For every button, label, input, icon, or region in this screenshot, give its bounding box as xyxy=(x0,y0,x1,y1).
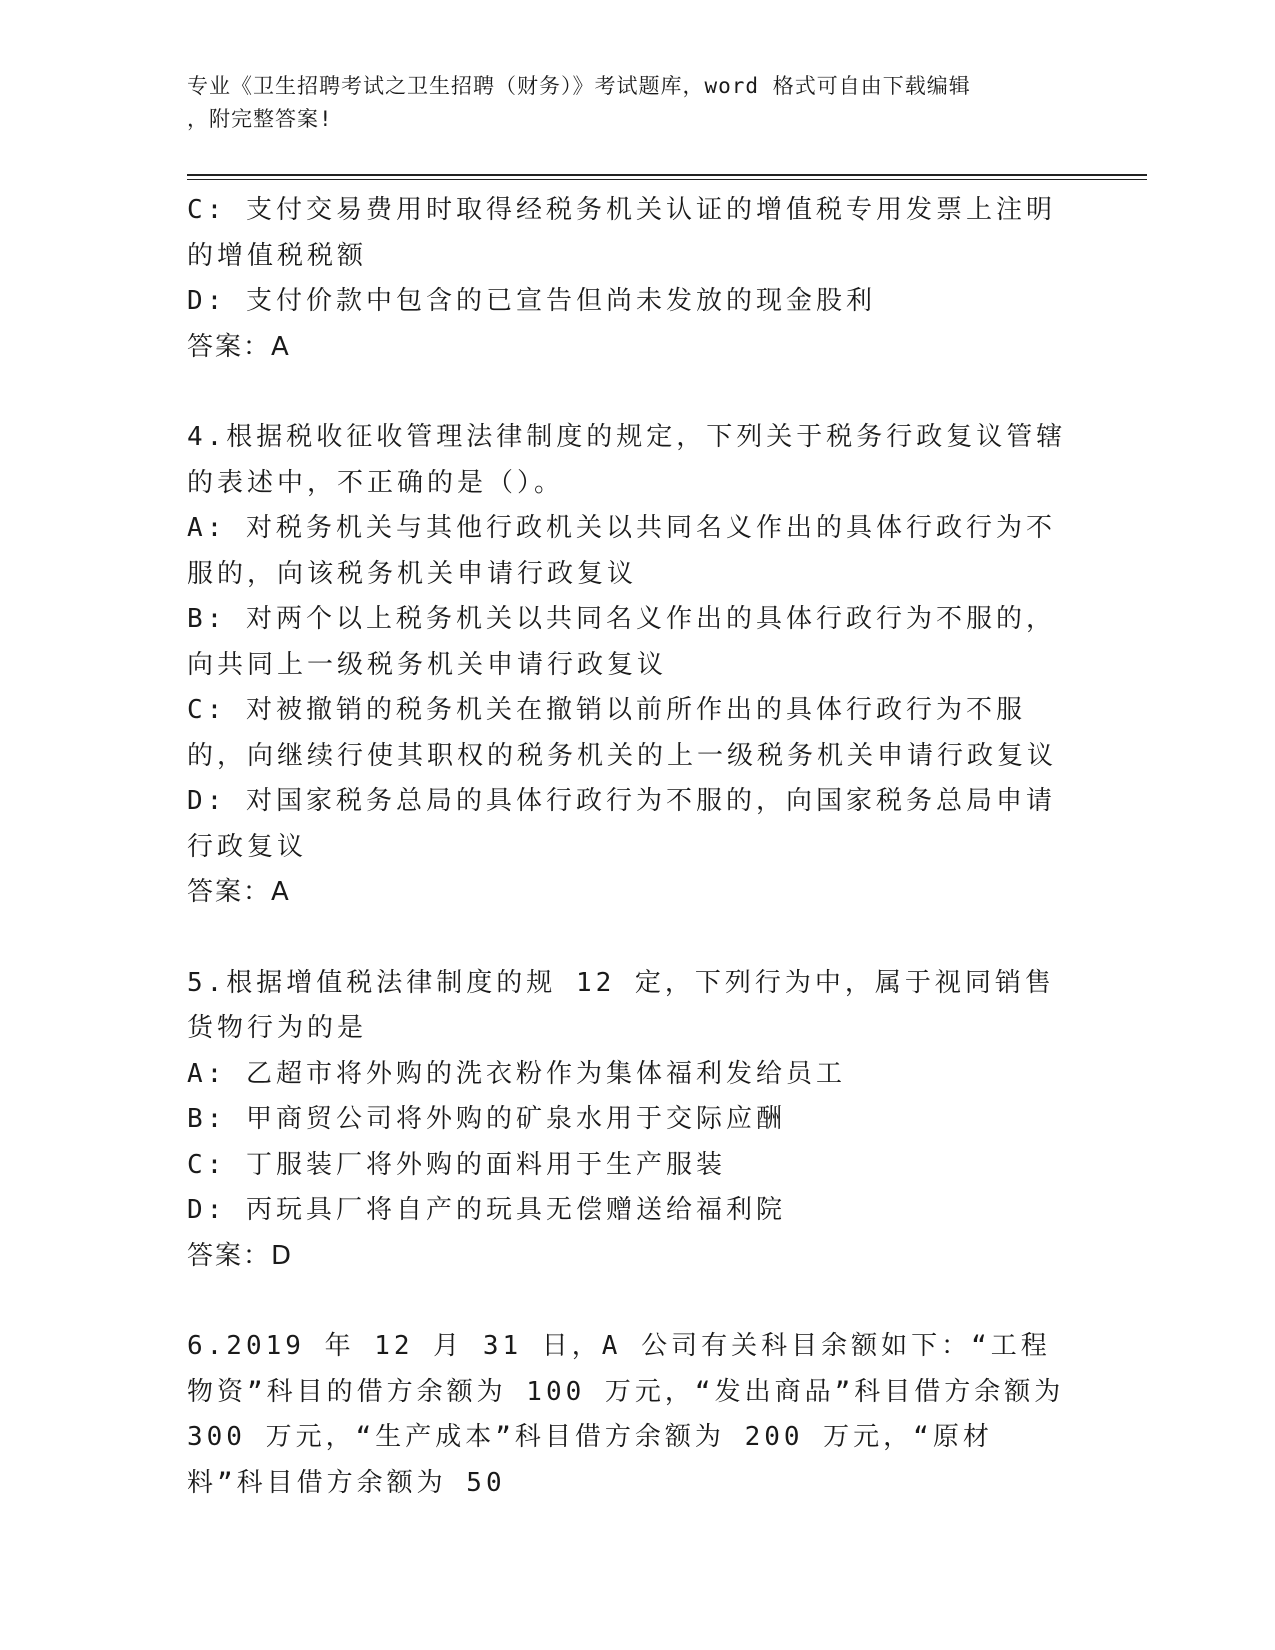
q6-stem: 6.2019 年 12 月 31 日，A 公司有关科目余额如下：“工程物资”科目的借方余额为 100 万元，“发出商品”科目借方余额为 300 万元，“生产成本”科目借方余额为 200 万元，“原材料”科目借方余额为 50 xyxy=(187,1331,1065,1498)
q4-option-d: D: 对国家税务总局的具体行政行为不服的，向国家税务总局申请行政复议 xyxy=(187,786,1056,862)
q4-answer: 答案：A xyxy=(187,877,291,907)
q5-option-d: D: 丙玩具厂将自产的玩具无偿赠送给福利院 xyxy=(187,1195,786,1225)
q5-option-b: B: 甲商贸公司将外购的矿泉水用于交际应酬 xyxy=(187,1104,786,1134)
header-title-line1: 专业《卫生招聘考试之卫生招聘（财务）》考试题库，word 格式可自由下载编辑 xyxy=(187,74,971,98)
header-title-line2: ，附完整答案! xyxy=(187,107,333,131)
q3-option-d: D: 支付价款中包含的已宣告但尚未发放的现金股利 xyxy=(187,286,876,316)
header-rule-thin xyxy=(187,179,1147,180)
question-3-tail xyxy=(187,188,1067,370)
q4-option-b: B: 对两个以上税务机关以共同名义作出的具体行政行为不服的，向共同上一级税务机关申请行政复议 xyxy=(187,604,1056,680)
q5-option-c: C: 丁服装厂将外购的面料用于生产服装 xyxy=(187,1149,726,1180)
document-page xyxy=(187,70,1147,1506)
q4-stem: 4.根据税收征收管理法律制度的规定，下列关于税务行政复议管辖的表述中，不正确的是（）。 xyxy=(187,422,1067,498)
q3-option-c: C: 支付交易费用时取得经税务机关认证的增值税专用发票上注明的增值税税额 xyxy=(187,195,1056,271)
document-content xyxy=(187,188,1067,1506)
header-rule-thick xyxy=(187,174,1147,176)
q5-answer: 答案：D xyxy=(187,1240,294,1271)
q3-answer: 答案：A xyxy=(187,331,291,362)
q4-option-c: C: 对被撤销的税务机关在撤销以前所作出的具体行政行为不服的，向继续行使其职权的税务机关的上一级税务机关申请行政复议 xyxy=(187,695,1058,771)
q5-option-a: A: 乙超市将外购的洗衣粉作为集体福利发给员工 xyxy=(187,1058,846,1089)
document-header xyxy=(187,70,1067,136)
q5-stem: 5.根据增值税法律制度的规 12 定，下列行为中，属于视同销售货物行为的是 xyxy=(187,967,1055,1043)
question-5 xyxy=(187,961,1067,1280)
q4-option-a: A: 对税务机关与其他行政机关以共同名义作出的具体行政行为不服的，向该税务机关申请行政复议 xyxy=(187,513,1056,589)
question-4 xyxy=(187,415,1067,916)
question-6 xyxy=(187,1324,1067,1506)
